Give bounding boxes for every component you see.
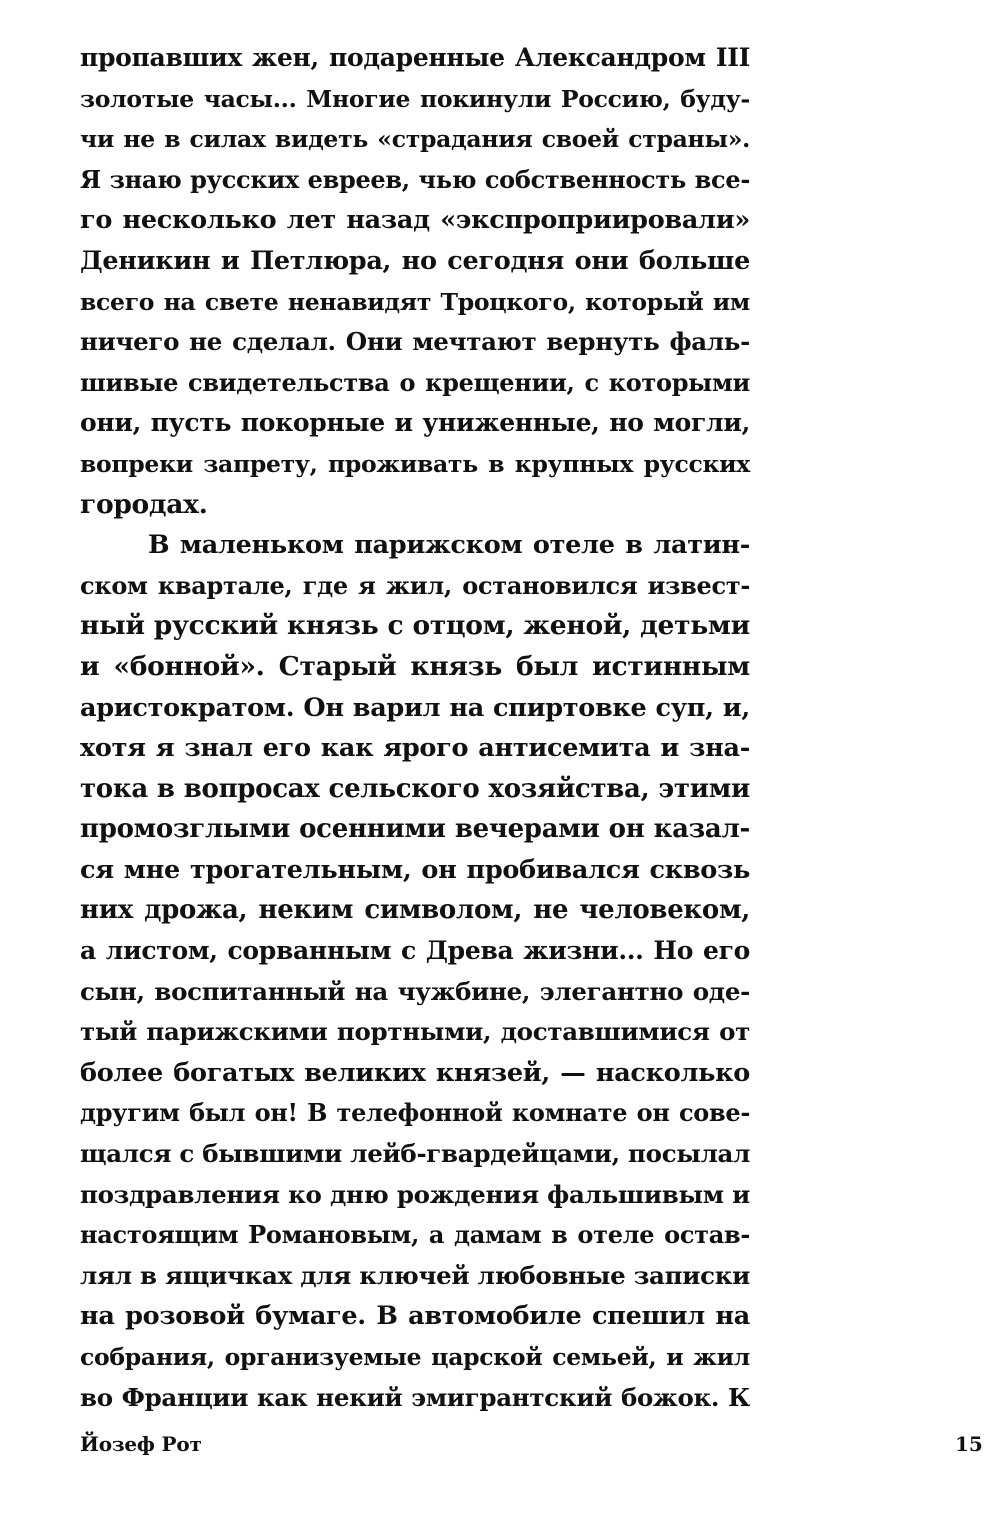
text-line: ный русский князь с отцом, женой, детьми — [80, 610, 750, 642]
text-line: а листом, сорванным с Древа жизни... Но его — [80, 936, 750, 966]
text-line: ся мне трогательным, он пробивался сквозь — [80, 854, 750, 885]
text-line: вопреки запрету, проживать в крупных русских — [80, 449, 750, 478]
text-line: пропавших жен, подаренные Александром III — [80, 43, 750, 72]
text-line: чи не в силах видеть «страдания своей страны». — [80, 125, 750, 154]
text-line: промозглыми осенними вечерами он казал- — [80, 814, 750, 845]
paragraph-start-line: В маленьком парижском отеле в латин- — [148, 530, 750, 561]
text-line: во Франции как некий эмигрантский божок. К — [80, 1382, 750, 1412]
text-line: тый парижскими портными, доставшимися от — [80, 1017, 750, 1047]
text-line: Я знаю русских евреев, чью собственность все- — [80, 164, 750, 194]
text-line: ском квартале, где я жил, остановился извест- — [80, 570, 750, 600]
text-line: Деникин и Петлюра, но сегодня они больше — [80, 245, 750, 276]
text-line: собрания, организуемые царской семьей, и жил — [80, 1343, 750, 1371]
footer-author: Йозеф Рот — [80, 1432, 202, 1456]
text-line: сын, воспитанный на чужбине, элегантно оде- — [80, 976, 750, 1006]
text-line: аристократом. Он варил на спиртовке суп, и, — [80, 692, 750, 723]
text-line: го несколько лет назад «экспроприировали» — [80, 205, 750, 236]
text-line: ничего не сделал. Они мечтают вернуть фаль- — [80, 327, 750, 357]
text-line: всего на свете ненавидят Троцкого, который им — [80, 287, 750, 316]
text-line: настоящим Романовым, а дамам в отеле остав- — [80, 1220, 750, 1250]
text-line: шивые свидетельства о крещении, с которыми — [80, 367, 750, 397]
text-line: лял в ящичках для ключей любовные записки — [80, 1260, 750, 1290]
text-line: более богатых великих князей, — насколько — [80, 1057, 750, 1088]
text-line: них дрожа, неким символом, не человеком, — [80, 895, 750, 926]
text-line: щался с бывшими лейб-гвардейцами, посылал — [80, 1139, 751, 1169]
text-line: они, пусть покорные и униженные, но могли, — [80, 408, 750, 438]
text-line: и «бонной». Старый князь был истинным — [80, 650, 750, 682]
text-line: поздравления ко дню рождения фальшивым и — [80, 1179, 750, 1209]
text-line: золотые часы... Многие покинули Россию, буду- — [80, 84, 750, 113]
page-number: 15 — [955, 1432, 983, 1456]
text-line: другим был он! В телефонной комнате он сове- — [80, 1098, 750, 1128]
text-line: тока в вопросах сельского хозяйства, этими — [80, 773, 750, 804]
body-text — [80, 38, 750, 1418]
text-line: на розовой бумаге. В автомобиле спешил на — [80, 1301, 750, 1332]
text-line: городах. — [80, 488, 208, 520]
text-line: хотя я знал его как ярого антисемита и зна- — [80, 733, 750, 764]
